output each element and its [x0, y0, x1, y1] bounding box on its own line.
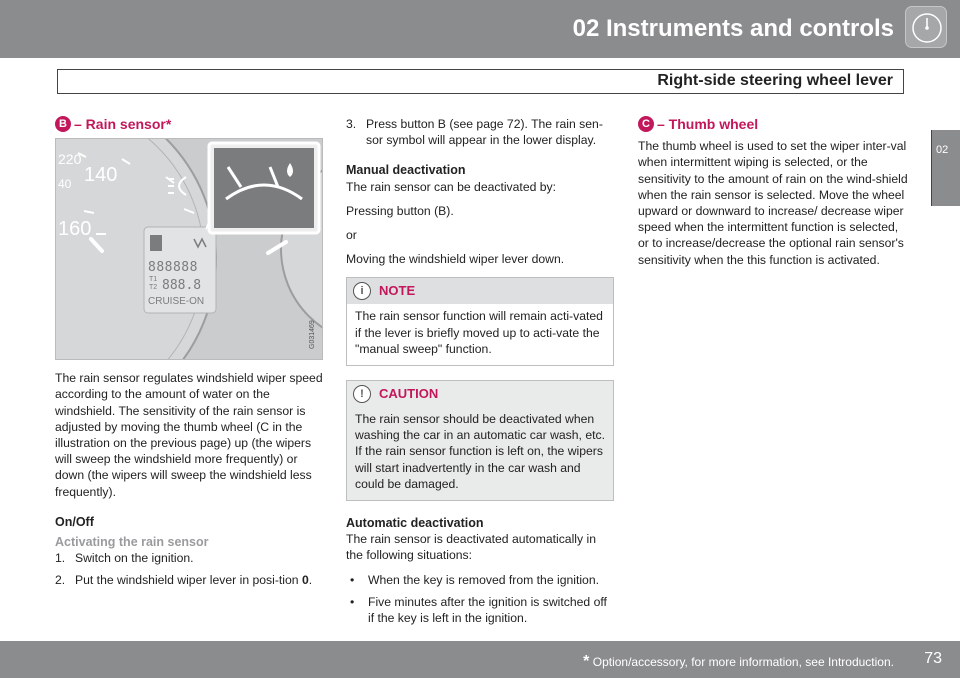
bullet-icon: • — [350, 594, 355, 609]
list-item — [55, 572, 323, 588]
speed-label-160: 160 — [58, 218, 92, 241]
header-band — [0, 0, 960, 58]
list-item-text: When the key is removed from the ignition. — [368, 572, 599, 587]
chapter-tab — [931, 130, 960, 206]
letter-b-badge: B — [55, 116, 71, 132]
section-title: Right-side steering wheel lever — [657, 72, 893, 89]
list-item-number: 3. — [346, 117, 357, 131]
list-item-text: Press button B (see page 72). The rain sen-sor symbol will appear in the lower display. — [366, 117, 603, 148]
manual-p2: Pressing button (B). — [346, 203, 454, 218]
thumb-wheel-body: The thumb wheel is used to set the wiper inter-val when intermittent wiping is selected, or the sensitivity to the amount of rain on the wind-shield when the rain sensor is selected. Move the wheel upward or downward to increase/ decrease wiper speed when the intermittent function is selected, or to increase/decrease the optional rain sensor's sensitivity when the this function is activated. — [638, 139, 908, 267]
manual-p1: The rain sensor can be deactivated by: — [346, 179, 557, 194]
speed-label-40: 40 — [58, 177, 72, 192]
list-item-text: Five minutes after the ignition is switched off if the key is left in the ignition. — [368, 594, 607, 626]
page-number: 73 — [924, 650, 942, 667]
list-item-text: Put the windshield wiper lever in posi-tion 0. — [75, 573, 313, 588]
column-middle — [346, 116, 614, 632]
thumb-wheel-heading — [638, 116, 908, 132]
manual-p3: or — [346, 228, 357, 243]
bullet-icon: • — [350, 572, 355, 587]
instrument-illustration — [55, 138, 323, 360]
footnote — [583, 653, 894, 671]
odometer-row2: 888.8 — [162, 278, 202, 294]
rain-sensor-heading — [55, 116, 323, 132]
column-left — [55, 116, 323, 595]
list-item — [346, 116, 614, 148]
automatic-deactivation-heading: Automatic deactivation — [346, 516, 484, 531]
section-header — [57, 69, 904, 94]
list-item-text: Switch on the ignition. — [75, 551, 194, 566]
onoff-heading: On/Off — [55, 514, 94, 529]
footnote-star: * — [583, 653, 590, 670]
note-header — [347, 278, 613, 304]
note-text: The rain sensor function will remain acti-vated if the lever is briefly moved up to acti-vate the "manual sweep" function. — [355, 309, 603, 356]
list-item — [346, 572, 614, 588]
list-item — [346, 594, 614, 626]
thumb-wheel-heading-text: – Thumb wheel — [657, 116, 759, 132]
warning-icon: ! — [353, 385, 371, 403]
column-right — [638, 116, 908, 276]
activating-heading: Activating the rain sensor — [55, 535, 209, 550]
speed-label-140: 140 — [84, 164, 118, 187]
info-icon: i — [353, 282, 371, 300]
odometer-row1: 888888 — [148, 260, 198, 276]
list-item-number: 1. — [55, 551, 66, 566]
caution-text: The rain sensor should be deactivated when washing the car in an automatic car wash, etc. If the rain sensor function is left on, the wipers will start inadvertently in the car wash and could be damaged. — [347, 407, 613, 500]
caution-box — [346, 380, 614, 501]
trip-t2: T2 — [149, 284, 158, 292]
list-item-number: 2. — [55, 573, 66, 588]
manual-deactivation-heading: Manual deactivation — [346, 163, 466, 178]
manual-p4: Moving the windshield wiper lever down. — [346, 252, 565, 267]
rain-sensor-intro: The rain sensor regulates windshield wiper speed according to the amount of water on the windshield. The sensitivity of the rain sensor is adjusted by moving the thumb wheel (C in the illustration on the previous page) up (the wipers will sweep the windshield more frequently) or down (the wipers will sweep the windshield less frequently). — [55, 371, 323, 499]
lever-position: 0 — [301, 573, 309, 588]
note-box — [346, 277, 614, 366]
cruise-status: CRUISE-ON — [148, 296, 205, 308]
automatic-intro: The rain sensor is deactivated automatically in the following situations: — [346, 532, 596, 563]
chapter-tab-label: 02 — [936, 144, 949, 156]
gauge-icon — [905, 6, 947, 48]
rain-sensor-heading-text: – Rain sensor* — [74, 116, 172, 132]
list-item — [55, 550, 323, 566]
caution-title: CAUTION — [379, 385, 439, 401]
chapter-title: 02 Instruments and controls — [572, 15, 894, 42]
note-title: NOTE — [379, 283, 416, 299]
footer-band — [0, 641, 960, 678]
image-code: G031469 — [309, 320, 316, 350]
caution-header — [347, 381, 613, 407]
letter-c-badge: C — [638, 116, 654, 132]
footnote-text: Option/accessory, for more information, see Introduction. — [589, 655, 894, 669]
speed-label-220: 220 — [58, 151, 82, 168]
trip-t1: T1 — [149, 276, 158, 284]
